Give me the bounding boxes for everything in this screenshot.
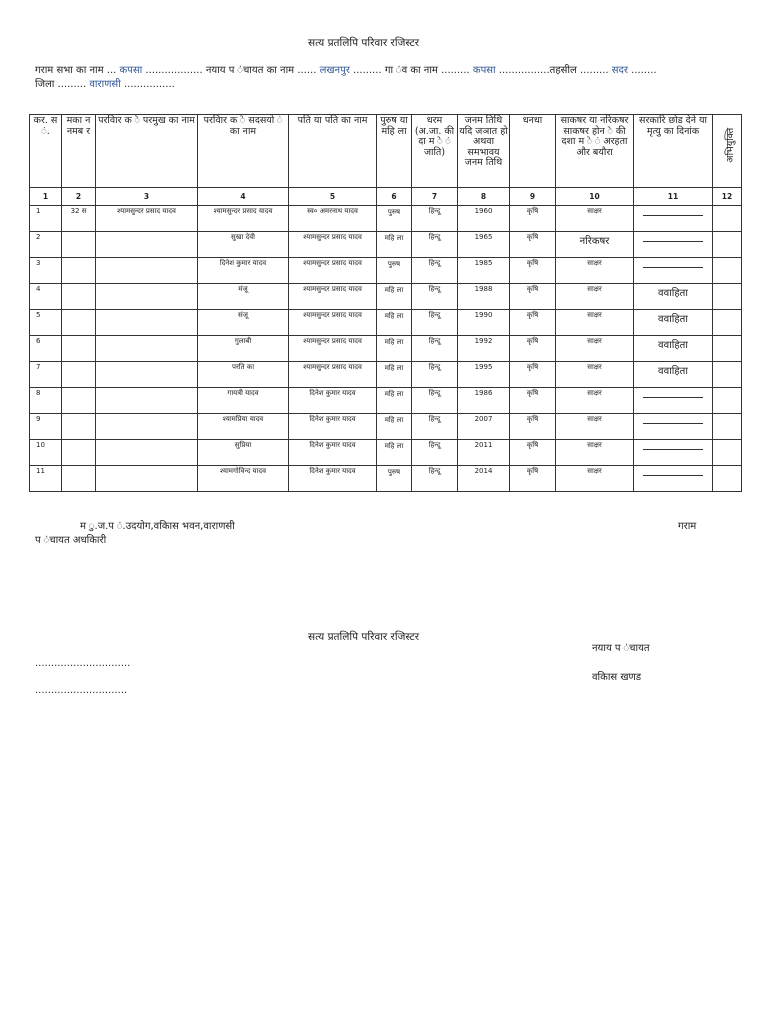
literacy-cell: साक्षर xyxy=(556,388,634,414)
blank-dash xyxy=(643,267,703,268)
col-number: 2 xyxy=(62,188,96,206)
table-row xyxy=(30,232,742,258)
house-number-cell xyxy=(62,232,96,258)
header-row xyxy=(30,115,742,188)
dots: ........ xyxy=(631,65,657,76)
jila-label: जिला ......... xyxy=(35,79,87,90)
birth-year-cell: 1965 xyxy=(458,232,510,258)
literacy-cell: साक्षर xyxy=(556,466,634,492)
family-head-cell xyxy=(96,336,198,362)
house-number-cell xyxy=(62,336,96,362)
religion-cell: हिन्दू xyxy=(412,388,458,414)
blank-dash xyxy=(643,397,703,398)
spouse-name-cell: दिनेश कुमार यादव xyxy=(289,466,377,492)
table-row xyxy=(30,362,742,388)
literacy-cell: नरिकषर xyxy=(556,232,634,258)
col-number: 3 xyxy=(96,188,198,206)
birth-year-cell: 1988 xyxy=(458,284,510,310)
remarks-cell xyxy=(713,258,742,284)
dots: ................ xyxy=(498,65,550,76)
member-name-cell: श्यामगोविन्द यादव xyxy=(198,466,289,492)
office-address: म ु.ज.प ं.उदयोग,वकिास भवन,वाराणसी xyxy=(80,521,235,532)
house-number-cell xyxy=(62,414,96,440)
occupation-cell: कृषि xyxy=(510,466,556,492)
leaving-date-cell: ववाहिता xyxy=(634,284,713,310)
nyay-panchayat-label: नयाय प ंचायत का नाम ...... xyxy=(205,65,317,76)
house-number-cell xyxy=(62,466,96,492)
remarks-cell xyxy=(713,310,742,336)
serial-cell: 8 xyxy=(30,388,62,414)
remarks-cell xyxy=(713,232,742,258)
col-header-gender: पुरुष या महि ला xyxy=(377,115,412,188)
leaving-date-cell: ववाहिता xyxy=(634,362,713,388)
serial-cell: 10 xyxy=(30,440,62,466)
family-head-cell xyxy=(96,388,198,414)
col-number: 8 xyxy=(458,188,510,206)
family-head-cell xyxy=(96,440,198,466)
table-row xyxy=(30,310,742,336)
leaving-date-cell xyxy=(634,206,713,232)
occupation-cell: कृषि xyxy=(510,440,556,466)
leaving-date-cell xyxy=(634,466,713,492)
birth-year-cell: 1986 xyxy=(458,388,510,414)
house-number-cell xyxy=(62,258,96,284)
literacy-cell: साक्षर xyxy=(556,336,634,362)
gender-cell: महि ला xyxy=(377,284,412,310)
remarks-cell xyxy=(713,284,742,310)
col-number: 9 xyxy=(510,188,556,206)
occupation-cell: कृषि xyxy=(510,336,556,362)
spouse-name-cell: श्यामसुन्दर प्रसाद यादव xyxy=(289,310,377,336)
literacy-cell: साक्षर xyxy=(556,284,634,310)
blank-dash xyxy=(643,475,703,476)
tehsil-value: सदर xyxy=(611,65,628,76)
serial-cell: 1 xyxy=(30,206,62,232)
blank-dash xyxy=(643,241,703,242)
occupation-cell: कृषि xyxy=(510,310,556,336)
table-row xyxy=(30,336,742,362)
family-head-cell xyxy=(96,258,198,284)
gender-cell: महि ला xyxy=(377,388,412,414)
col-header-serial: कर. स ं. xyxy=(30,115,62,188)
col-header-occupation: धनधा xyxy=(510,115,556,188)
dots: ......... xyxy=(353,65,382,76)
nyay-panchayat-footer: नयाय प ंचायत xyxy=(592,643,650,654)
occupation-cell: कृषि xyxy=(510,388,556,414)
remarks-cell xyxy=(713,362,742,388)
family-head-cell xyxy=(96,310,198,336)
member-name-cell: सुखा देवी xyxy=(198,232,289,258)
register-title: सत्य प्रतलिपि परिवार रजिस्टर xyxy=(308,37,420,49)
literacy-cell: साक्षर xyxy=(556,206,634,232)
spouse-name-cell: श्यामसुन्दर प्रसाद यादव xyxy=(289,258,377,284)
col-header-literacy: साकषर या नरिकषर साकषर होन े की दशा म े ं अरहता और बयौरा xyxy=(556,115,634,188)
house-number-cell xyxy=(62,388,96,414)
religion-cell: हिन्दू xyxy=(412,440,458,466)
serial-cell: 9 xyxy=(30,414,62,440)
occupation-cell: कृषि xyxy=(510,362,556,388)
table-row xyxy=(30,388,742,414)
religion-cell: हिन्दू xyxy=(412,414,458,440)
religion-cell: हिन्दू xyxy=(412,258,458,284)
gender-cell: महि ला xyxy=(377,310,412,336)
birth-year-cell: 2014 xyxy=(458,466,510,492)
table-row xyxy=(30,284,742,310)
blank-dash xyxy=(643,423,703,424)
family-head-cell xyxy=(96,232,198,258)
col-number: 1 xyxy=(30,188,62,206)
remarks-cell xyxy=(713,440,742,466)
tehsil-label: तहसील ......... xyxy=(549,65,609,76)
blank-dash xyxy=(643,215,703,216)
leaving-date-cell: ववाहिता xyxy=(634,336,713,362)
birth-year-cell: 2011 xyxy=(458,440,510,466)
religion-cell: हिन्दू xyxy=(412,362,458,388)
house-number-cell xyxy=(62,284,96,310)
blank-dash xyxy=(643,449,703,450)
register-body xyxy=(30,206,742,492)
occupation-cell: कृषि xyxy=(510,206,556,232)
family-head-cell xyxy=(96,284,198,310)
col-number: 10 xyxy=(556,188,634,206)
house-number-cell xyxy=(62,310,96,336)
religion-cell: हिन्दू xyxy=(412,284,458,310)
spouse-name-cell: श्यामसुन्दर प्रसाद यादव xyxy=(289,232,377,258)
gram-sabha-value: कपसा xyxy=(119,65,143,76)
col-header-members: परविार क े सदसयो ं का नाम xyxy=(198,115,289,188)
nyay-panchayat-value: लखनपुर xyxy=(319,65,350,76)
table-row xyxy=(30,440,742,466)
col-header-spouse: पति या पति का नाम xyxy=(289,115,377,188)
gram-label: गराम xyxy=(678,521,697,532)
remarks-cell xyxy=(713,414,742,440)
gender-cell: पुरुष xyxy=(377,206,412,232)
member-name-cell: श्यामप्रिया यादव xyxy=(198,414,289,440)
jila-value: वाराणसी xyxy=(89,79,121,90)
member-name-cell: दिनेश कुमार यादव xyxy=(198,258,289,284)
remarks-cell xyxy=(713,206,742,232)
col-header-birth: जनम तिथि यदि जञात हो अथवा समभावय जनम तिथि xyxy=(458,115,510,188)
religion-cell: हिन्दू xyxy=(412,336,458,362)
gender-cell: महि ला xyxy=(377,440,412,466)
leaving-date-cell xyxy=(634,388,713,414)
col-header-house: मका न नमब र xyxy=(62,115,96,188)
literacy-cell: साक्षर xyxy=(556,362,634,388)
table-row xyxy=(30,206,742,232)
dots: .................. xyxy=(145,65,203,76)
religion-cell: हिन्दू xyxy=(412,466,458,492)
col-number: 7 xyxy=(412,188,458,206)
panchayat-officer-label: प ंचायत अधकिारी xyxy=(35,535,107,546)
occupation-cell: कृषि xyxy=(510,284,556,310)
leaving-date-cell xyxy=(634,440,713,466)
gender-cell: महि ला xyxy=(377,336,412,362)
serial-cell: 2 xyxy=(30,232,62,258)
gender-cell: महि ला xyxy=(377,232,412,258)
col-number: 6 xyxy=(377,188,412,206)
column-number-row xyxy=(30,188,742,206)
col-number: 5 xyxy=(289,188,377,206)
serial-cell: 4 xyxy=(30,284,62,310)
house-number-cell xyxy=(62,440,96,466)
spouse-name-cell: स्व० अमरनाथ यादव xyxy=(289,206,377,232)
occupation-cell: कृषि xyxy=(510,414,556,440)
leaving-date-cell xyxy=(634,258,713,284)
spouse-name-cell: श्यामसुन्दर प्रसाद यादव xyxy=(289,284,377,310)
birth-year-cell: 1985 xyxy=(458,258,510,284)
serial-cell: 6 xyxy=(30,336,62,362)
gender-cell: पुरुष xyxy=(377,258,412,284)
literacy-cell: साक्षर xyxy=(556,258,634,284)
house-number-cell: 32 स xyxy=(62,206,96,232)
blank-line: .............................. xyxy=(35,658,131,669)
spouse-name-cell: दिनेश कुमार यादव xyxy=(289,440,377,466)
second-register-title: सत्य प्रतलिपि परिवार रजिस्टर xyxy=(308,631,420,643)
col-header-remarks xyxy=(713,115,742,188)
occupation-cell: कृषि xyxy=(510,232,556,258)
member-name-cell: सुप्रिया xyxy=(198,440,289,466)
gender-cell: महि ला xyxy=(377,414,412,440)
col-header-religion: धरम (अ.जा. की दा म े ं जाति) xyxy=(412,115,458,188)
serial-cell: 3 xyxy=(30,258,62,284)
religion-cell: हिन्दू xyxy=(412,310,458,336)
remarks-vertical-label: अभियुक्ति xyxy=(725,127,737,163)
birth-year-cell: 1992 xyxy=(458,336,510,362)
serial-cell: 11 xyxy=(30,466,62,492)
leaving-date-cell xyxy=(634,232,713,258)
occupation-cell: कृषि xyxy=(510,258,556,284)
gender-cell: महि ला xyxy=(377,362,412,388)
literacy-cell: साक्षर xyxy=(556,414,634,440)
gaon-value: कपसा xyxy=(472,65,496,76)
literacy-cell: साक्षर xyxy=(556,310,634,336)
table-row xyxy=(30,414,742,440)
spouse-name-cell: श्यामसुन्दर प्रसाद यादव xyxy=(289,336,377,362)
col-header-head: परविार क े परमुख का नाम xyxy=(96,115,198,188)
birth-year-cell: 1995 xyxy=(458,362,510,388)
header-line-2 xyxy=(35,76,175,90)
serial-cell: 5 xyxy=(30,310,62,336)
member-name-cell: श्यामसुन्दर प्रसाद यादव xyxy=(198,206,289,232)
family-head-cell xyxy=(96,362,198,388)
remarks-cell xyxy=(713,336,742,362)
birth-year-cell: 1960 xyxy=(458,206,510,232)
table-row xyxy=(30,258,742,284)
literacy-cell: साक्षर xyxy=(556,440,634,466)
leaving-date-cell: ववाहिता xyxy=(634,310,713,336)
birth-year-cell: 1990 xyxy=(458,310,510,336)
spouse-name-cell: दिनेश कुमार यादव xyxy=(289,388,377,414)
spouse-name-cell: दिनेश कुमार यादव xyxy=(289,414,377,440)
remarks-cell xyxy=(713,466,742,492)
remarks-cell xyxy=(713,388,742,414)
gender-cell: पुरुष xyxy=(377,466,412,492)
family-head-cell: श्यामसुन्दर प्रसाद यादव xyxy=(96,206,198,232)
col-number: 12 xyxy=(713,188,742,206)
col-number: 4 xyxy=(198,188,289,206)
religion-cell: हिन्दू xyxy=(412,206,458,232)
vikas-khand-label: वकिास खणड xyxy=(592,672,642,683)
member-name-cell: मंजू xyxy=(198,284,289,310)
col-header-leaving-date: सरकारि छोड देने या मृत्यु का दिनांक xyxy=(634,115,713,188)
leaving-date-cell xyxy=(634,414,713,440)
spouse-name-cell: श्यामसुन्दर प्रसाद यादव xyxy=(289,362,377,388)
member-name-cell: गायत्री यादव xyxy=(198,388,289,414)
table-row xyxy=(30,466,742,492)
family-head-cell xyxy=(96,414,198,440)
member-name-cell: गुलाबी xyxy=(198,336,289,362)
gaon-label: गा ंव का नाम ......... xyxy=(384,65,470,76)
header-line-1 xyxy=(35,62,657,76)
member-name-cell: संजू xyxy=(198,310,289,336)
family-head-cell xyxy=(96,466,198,492)
gram-sabha-label: गराम सभा का नाम ... xyxy=(35,65,117,76)
serial-cell: 7 xyxy=(30,362,62,388)
family-register-table xyxy=(29,114,742,492)
dots: ................ xyxy=(123,79,175,90)
house-number-cell xyxy=(62,362,96,388)
religion-cell: हिन्दू xyxy=(412,232,458,258)
member-name-cell: परति का xyxy=(198,362,289,388)
birth-year-cell: 2007 xyxy=(458,414,510,440)
col-number: 11 xyxy=(634,188,713,206)
blank-line: ............................. xyxy=(35,685,128,696)
